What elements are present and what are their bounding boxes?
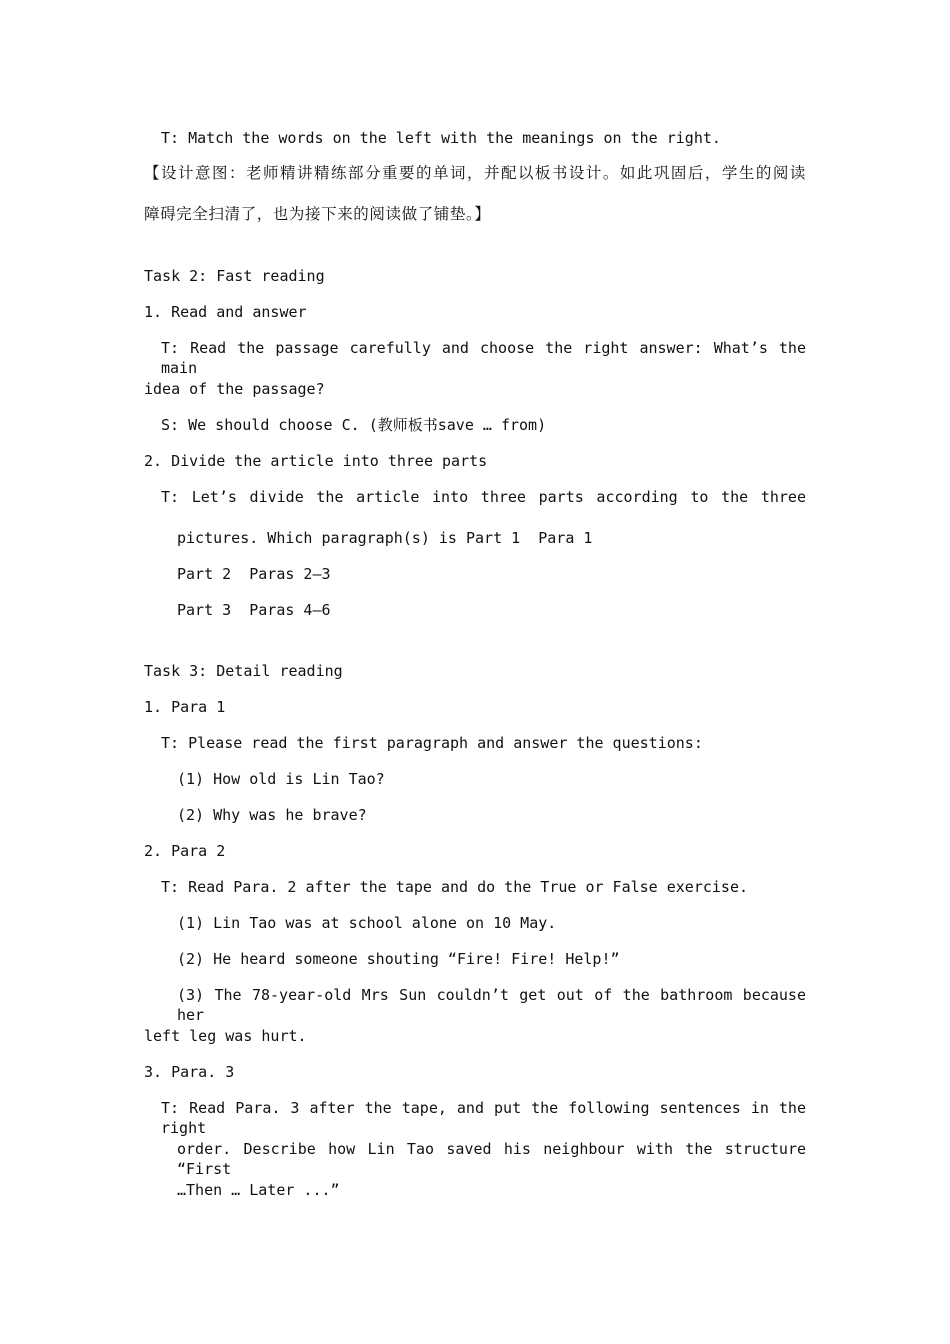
task2-item2: 2. Divide the article into three parts — [144, 452, 488, 470]
task3-para1-prompt: T: Please read the first paragraph and answer the questions: — [161, 734, 703, 752]
task2-part2: Part 2 Paras 2—3 — [177, 565, 331, 583]
task3-para2-statement-3-line-2: left leg was hurt. — [144, 1027, 307, 1045]
task2-question-line-1: T: Read the passage carefully and choose the right answer: What’s the main — [161, 339, 806, 377]
task2-title: Task 2: Fast reading — [144, 267, 325, 285]
task2-part3: Part 3 Paras 4—6 — [177, 601, 331, 619]
task2-question-line-2: idea of the passage? — [144, 380, 325, 398]
task3-title: Task 3: Detail reading — [144, 662, 343, 680]
task3-para3-prompt-line-2: order. Describe how Lin Tao saved his neighbour with the structure “First — [177, 1140, 806, 1178]
task3-para2-statement-2: (2) He heard someone shouting “Fire! Fire! Help!” — [177, 950, 620, 968]
task2-item1: 1. Read and answer — [144, 303, 307, 321]
task2-divide-line-1: T: Let’s divide the article into three parts according to the three — [161, 488, 806, 506]
task2-divide-line-2: pictures. Which paragraph(s) is Part 1 Para 1 — [177, 529, 593, 547]
task3-para2-statement-3-line-1: (3) The 78-year-old Mrs Sun couldn’t get out of the bathroom because her — [177, 986, 806, 1024]
match-instruction: T: Match the words on the left with the meanings on the right. — [161, 129, 721, 147]
design-intent-line-2: 障碍完全扫清了，也为接下来的阅读做了铺垫。】 — [144, 205, 491, 223]
task3-para3-prompt-line-3: …Then … Later ...” — [177, 1181, 340, 1199]
task2-student-answer: S: We should choose C. (教师板书save … from) — [161, 416, 547, 434]
task3-para3-prompt-line-1: T: Read Para. 3 after the tape, and put the following sentences in the right — [161, 1099, 806, 1137]
task3-item3: 3. Para. 3 — [144, 1063, 235, 1081]
design-intent-line-1: 【设计意图：老师精讲精练部分重要的单词，并配以板书设计。如此巩固后，学生的阅读 — [144, 164, 806, 182]
task3-para1-question-1: (1) How old is Lin Tao? — [177, 770, 385, 788]
task3-para2-prompt: T: Read Para. 2 after the tape and do the True or False exercise. — [161, 878, 748, 896]
task3-para1-question-2: (2) Why was he brave? — [177, 806, 367, 824]
task3-item2: 2. Para 2 — [144, 842, 226, 860]
task3-para2-statement-1: (1) Lin Tao was at school alone on 10 May. — [177, 914, 557, 932]
task3-item1: 1. Para 1 — [144, 698, 226, 716]
